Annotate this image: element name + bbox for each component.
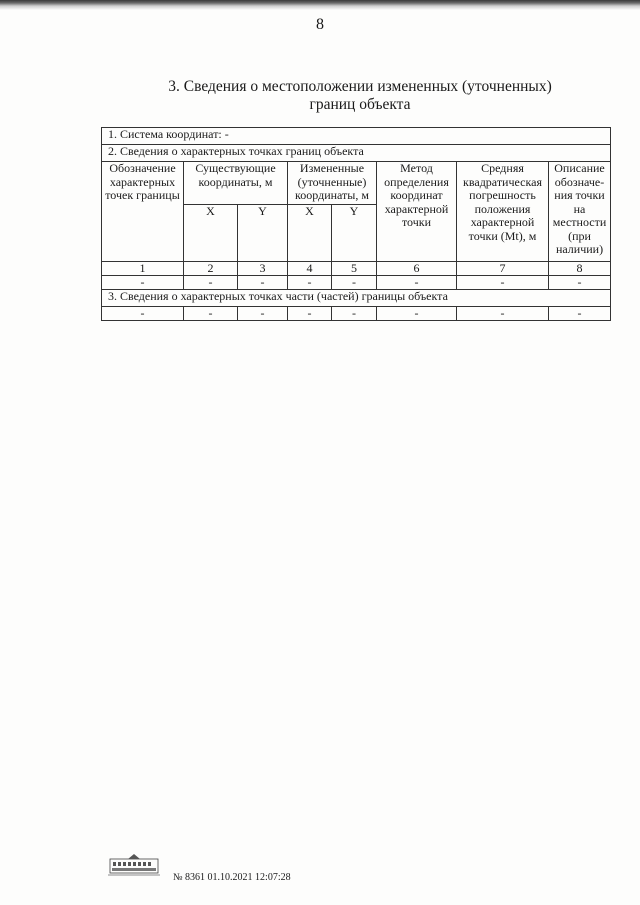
- header-method: Метод определения координат характерной точки: [377, 162, 457, 262]
- scan-edge: [0, 0, 640, 10]
- table-cell: -: [377, 307, 457, 321]
- header-existing-coordinates: Существующие координаты, м: [184, 162, 288, 205]
- header-existing-x: X: [184, 205, 238, 262]
- table-cell: -: [238, 276, 288, 290]
- table-cell: -: [102, 276, 184, 290]
- boundary-points-table: [101, 127, 611, 321]
- registration-number: № 8361 01.10.2021 12:07:28: [173, 872, 291, 883]
- table-cell: -: [288, 276, 332, 290]
- header-mean-square-error: Средняя квадратическая погрешность положения характерной точки (Mt), м: [457, 162, 549, 262]
- table-cell: -: [102, 307, 184, 321]
- coordinate-system-row: 1. Система координат: -: [102, 128, 611, 145]
- column-number: 4: [288, 262, 332, 276]
- header-changed-coordinates: Измененные (уточненные) координаты, м: [288, 162, 377, 205]
- section-title-line2: границ объекта: [309, 96, 411, 113]
- column-number: 6: [377, 262, 457, 276]
- section-2-data-row: [102, 276, 611, 290]
- table-cell: -: [549, 307, 611, 321]
- registry-stamp-icon: [106, 852, 162, 878]
- table-cell: -: [184, 276, 238, 290]
- table-cell: -: [549, 276, 611, 290]
- table-cell: -: [457, 276, 549, 290]
- table-cell: -: [457, 307, 549, 321]
- column-number: 8: [549, 262, 611, 276]
- table-cell: -: [184, 307, 238, 321]
- section-title: [130, 78, 590, 114]
- column-number: 5: [332, 262, 377, 276]
- section-title-line1: 3. Сведения о местоположении измененных (уточненных): [168, 78, 552, 95]
- table-cell: -: [332, 307, 377, 321]
- column-number: 2: [184, 262, 238, 276]
- column-number: 1: [102, 262, 184, 276]
- registration-footer: [100, 850, 340, 890]
- table-cell: -: [238, 307, 288, 321]
- header-description: Описание обозначе-ния точки на местности (при наличии): [549, 162, 611, 262]
- header-existing-y: Y: [238, 205, 288, 262]
- page-number: 8: [316, 16, 324, 33]
- table-cell: -: [332, 276, 377, 290]
- section-3-data-row: [102, 307, 611, 321]
- table-cell: -: [288, 307, 332, 321]
- column-number: 3: [238, 262, 288, 276]
- table-cell: -: [377, 276, 457, 290]
- column-number-row: [102, 262, 611, 276]
- header-changed-y: Y: [332, 205, 377, 262]
- section-2-heading: 2. Сведения о характерных точках границ объекта: [102, 145, 611, 162]
- column-number: 7: [457, 262, 549, 276]
- section-3-heading: 3. Сведения о характерных точках части (частей) границы объекта: [102, 290, 611, 307]
- header-changed-x: X: [288, 205, 332, 262]
- header-designation: Обозначение характерных точек границы: [102, 162, 184, 262]
